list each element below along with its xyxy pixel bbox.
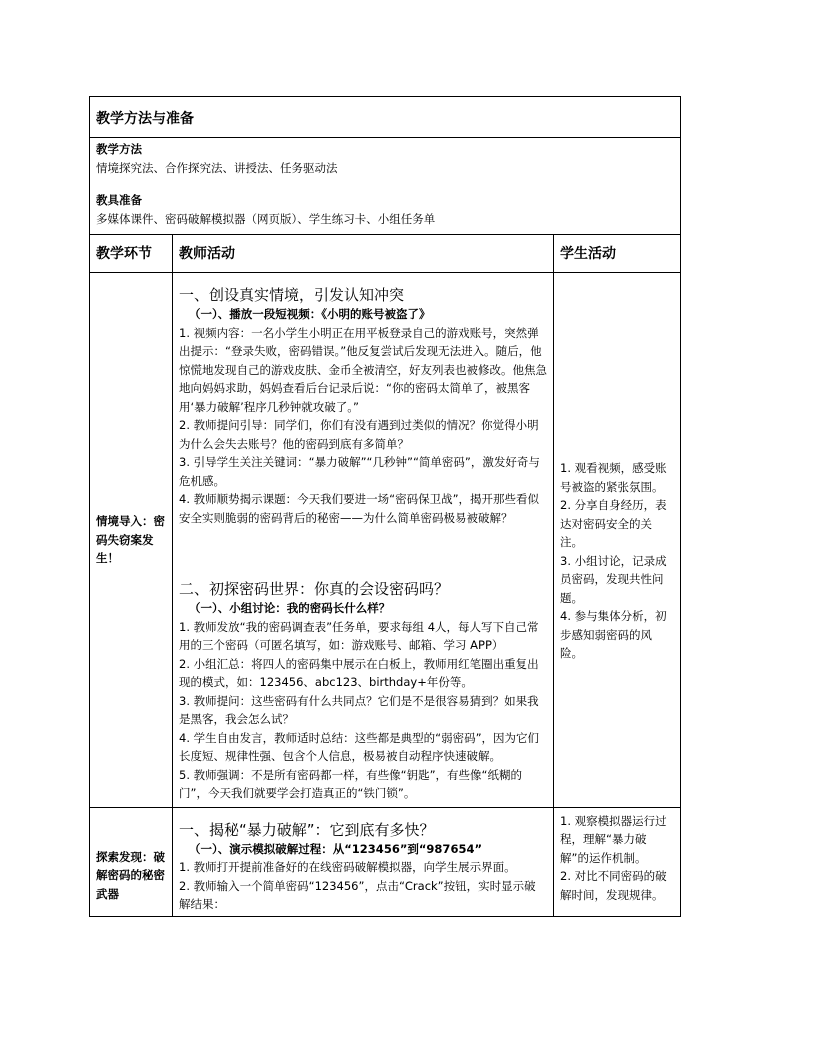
teacher-paragraph: 2. 小组汇总：将四人的密码集中展示在白板上，教师用红笔圈出重复出现的模式，如：123456、abc123、birthday+年份等。 — [179, 656, 539, 689]
phase-cell-explore — [90, 807, 173, 916]
lesson-plan-table — [89, 96, 681, 917]
subsection-heading-2: （一）、小组讨论：我的密码长什么样？ — [189, 601, 391, 615]
teacher-paragraph: 1. 教师打开提前准备好的在线密码破解模拟器，向学生展示界面。 — [179, 860, 516, 874]
student-cell-explore — [554, 807, 681, 916]
section-heading-1: 一、创设真实情境，引发认知冲突 — [179, 286, 405, 304]
teacher-paragraph: 1. 视频内容：一名小学生小明正在用平板登录自己的游戏账号，突然弹出提示：“登录失败，密码错误。”他反复尝试后发现无法进入。随后，他惊慌地发现自己的游戏皮肤、金币全被清空，好友列表也被修改。他焦急地向妈妈求助，妈妈查看后台记录后说：“你的密码太简单了，被黑客用‘暴力破解’程序几秒钟就攻破了。” — [179, 325, 547, 414]
lesson-plan-document — [89, 96, 680, 917]
teacher-paragraph: 2. 教师提问引导：同学们，你们有没有遇到过类似的情况？你觉得小明为什么会失去账号？他的密码到底有多简单？ — [179, 418, 539, 451]
student-activity: 2. 分享自身经历，表达对密码安全的关注。 — [560, 498, 667, 549]
tools-text: 多媒体课件、密码破解模拟器（网页版）、学生练习卡、小组任务单 — [96, 211, 436, 226]
header-student-label: 学生活动 — [560, 246, 616, 262]
phase-cell-intro — [90, 273, 173, 808]
header-row — [90, 235, 681, 273]
methods-content-row — [90, 138, 681, 235]
student-activity: 4. 参与集体分析，初步感知弱密码的风险。 — [560, 609, 667, 660]
header-teacher — [173, 235, 554, 273]
student-activity: 2. 对比不同密码的破解时间，发现规律。 — [560, 869, 667, 902]
teacher-paragraph: 3. 引导学生关注关键词：“暴力破解”“几秒钟”“简单密码”，激发好奇与危机感。 — [179, 455, 540, 488]
subsection-heading-3: （一）、演示模拟破解过程：从“123456”到“987654” — [189, 841, 483, 856]
header-teacher-label: 教师活动 — [179, 246, 235, 262]
methods-cell — [90, 97, 681, 138]
teacher-paragraph: 1. 教师发放“我的密码调查表”任务单，要求每组 4人，每人写下自己常用的三个密码（可匿名填写，如：游戏账号、邮箱、学习 APP） — [179, 619, 539, 652]
tools-label: 教具准备 — [96, 193, 142, 207]
header-phase-label: 教学环节 — [96, 246, 152, 262]
methods-content-cell — [90, 138, 681, 235]
teacher-cell-explore — [173, 807, 554, 916]
teacher-paragraph: 5. 教师强调：不是所有密码都一样，有些像“钥匙”，有些像“纸糊的门”，今天我们就要学会打造真正的“铁门锁”。 — [179, 767, 522, 800]
subsection-heading-1: （一）、播放一段短视频：《小明的账号被盗了》 — [189, 307, 431, 321]
section-heading-3: 一、揭秘“暴力破解”：它到底有多快？ — [179, 820, 435, 839]
teacher-paragraph: 2. 教师输入一个简单密码“123456”，点击“Crack”按钮，实时显示破解结果： — [179, 878, 536, 911]
phase-label-explore: 探索发现：破解密码的秘密武器 — [96, 849, 165, 901]
section-title: 教学方法与准备 — [96, 111, 194, 127]
methods-text: 情境探究法、合作探究法、讲授法、任务驱动法 — [96, 160, 338, 175]
section-heading-2: 二、初探密码世界：你真的会设密码吗？ — [179, 580, 450, 598]
methods-label: 教学方法 — [96, 142, 142, 156]
teacher-paragraph: 4. 教师顺势揭示课题：今天我们要进一场“密码保卫战”，揭开那些看似安全实则脆弱的密码背后的秘密——为什么简单密码极易被破解？ — [179, 492, 540, 525]
student-activity: 1. 观察模拟器运行过程，理解“暴力破解”的运作机制。 — [560, 813, 667, 865]
header-student — [554, 235, 681, 273]
teacher-paragraph: 3. 教师提问：这些密码有什么共同点？它们是不是很容易猜到？如果我是黑客，我会怎么试？ — [179, 693, 539, 726]
teacher-paragraph: 4. 学生自由发言，教师适时总结：这些都是典型的“弱密码”，因为它们长度短、规律性强、包含个人信息，极易被自动程序快速破解。 — [179, 730, 540, 763]
methods-row — [90, 97, 681, 138]
teacher-cell-intro — [173, 273, 554, 808]
header-phase — [90, 235, 173, 273]
phase-row-explore — [90, 807, 681, 916]
phase-row-intro — [90, 273, 681, 808]
student-cell-intro — [554, 273, 681, 808]
student-activity: 1. 观看视频，感受账号被盗的紧张氛围。 — [560, 461, 667, 494]
phase-label-intro: 情境导入：密码失窃案发生！ — [96, 514, 165, 565]
student-activity: 3. 小组讨论，记录成员密码，发现共性问题。 — [560, 553, 667, 605]
